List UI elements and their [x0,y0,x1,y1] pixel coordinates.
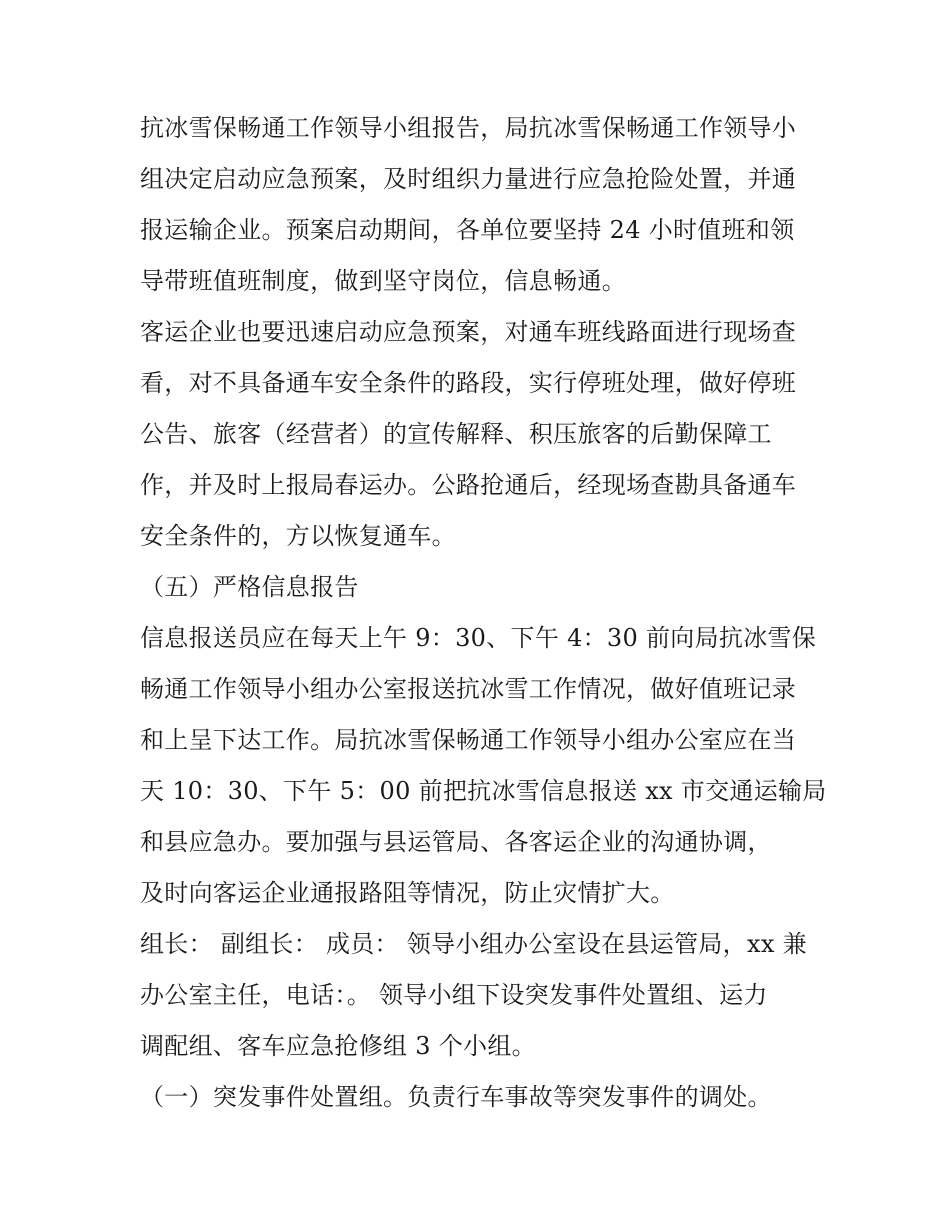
text-line: 导带班值班制度，做到坚守岗位，信息畅通。 [140,267,626,295]
text-line: 调配组、客车应急抢修组 3 个小组。 [140,1032,536,1060]
text-line: 组决定启动应急预案，及时组织力量进行应急抢险处置，并通 [140,165,797,193]
text-line: 信息报送员应在每天上午 9：30、下午 4：30 前向局抗冰雪保 [140,624,817,652]
section-heading: （五）严格信息报告 [140,573,359,601]
text-line: 及时向客运企业通报路阻等情况，防止灾情扩大。 [140,879,675,907]
text-line: 报运输企业。预案启动期间，各单位要坚持 24 小时值班和领 [140,216,795,244]
section-heading: （一）突发事件处置组。负责行车事故等突发事件的调处。 [140,1083,772,1111]
text-line: 办公室主任，电话：。 领导小组下设突发事件处置组、运力 [140,981,768,1009]
text-line: 和上呈下达工作。局抗冰雪保畅通工作领导小组办公室应在当 [140,726,797,754]
text-line: 组长： 副组长： 成员： 领导小组办公室设在县运管局，xx 兼 [140,930,807,958]
text-line: 看，对不具备通车安全条件的路段，实行停班处理，做好停班 [140,369,797,397]
text-line: 天 10：30、下午 5：00 前把抗冰雪信息报送 xx 市交通运输局 [140,777,827,805]
text-line: 客运企业也要迅速启动应急预案，对通车班线路面进行现场查 [140,318,797,346]
text-line: 畅通工作领导小组办公室报送抗冰雪工作情况，做好值班记录 [140,675,797,703]
text-line: 作，并及时上报局春运办。公路抢通后，经现场查勘具备通车 [140,471,797,499]
text-line: 公告、旅客（经营者）的宣传解释、积压旅客的后勤保障工 [140,420,772,448]
text-line: 抗冰雪保畅通工作领导小组报告，局抗冰雪保畅通工作领导小 [140,114,797,142]
text-line: 和县应急办。要加强与县运管局、各客运企业的沟通协调， [140,828,772,856]
text-line: 安全条件的，方以恢复通车。 [140,522,456,550]
document-body [140,103,827,1123]
